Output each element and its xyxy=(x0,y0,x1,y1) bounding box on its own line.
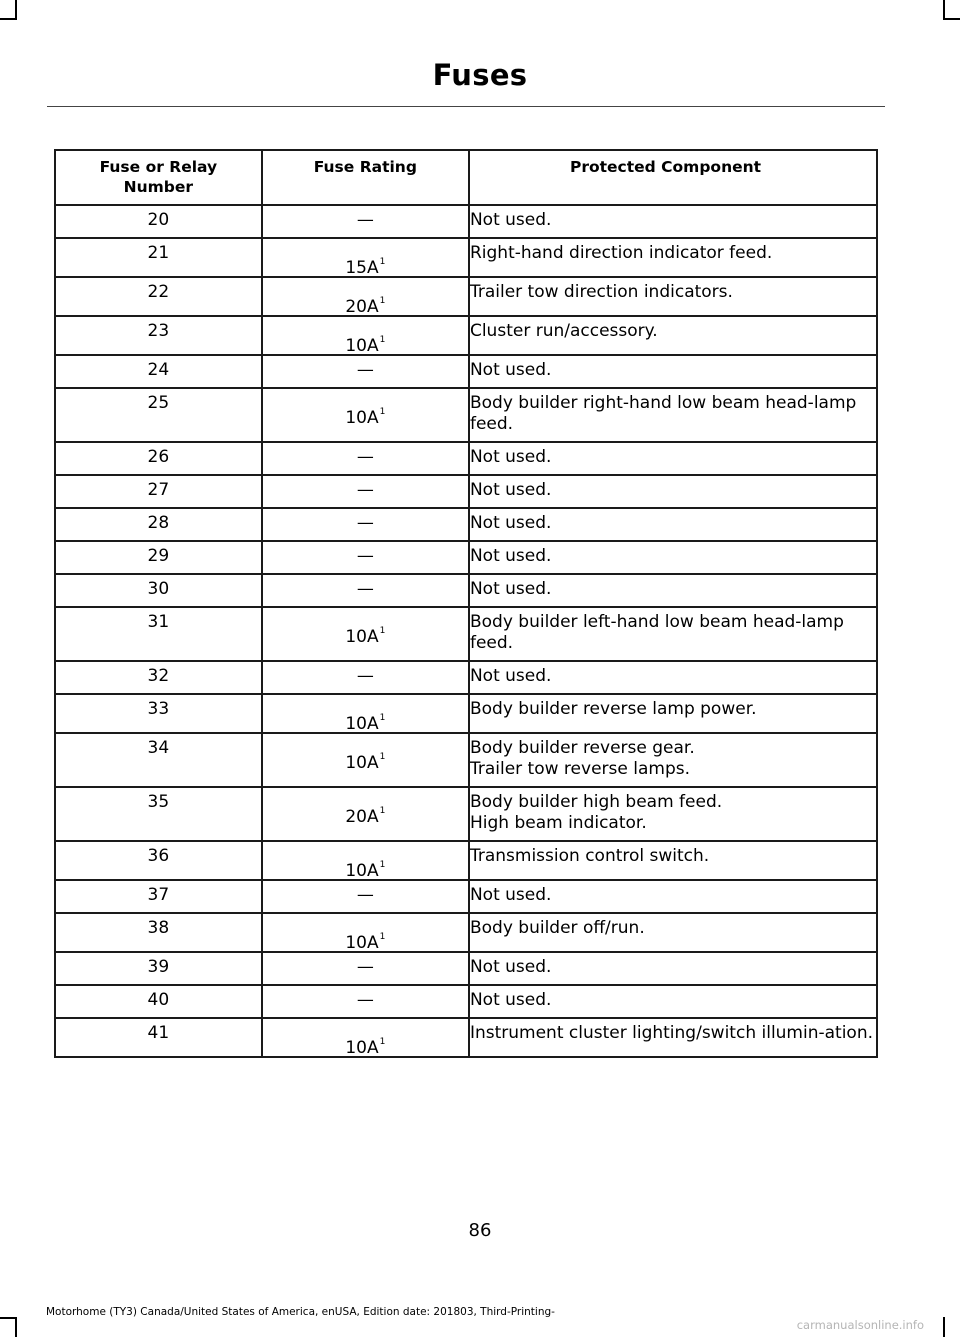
protected-component-line: Cluster run/accessory. xyxy=(469,321,658,341)
fuse-rating-text: 10A xyxy=(345,753,379,773)
crop-mark-bottom-left-vertical xyxy=(15,1317,17,1337)
protected-component-line: Not used. xyxy=(469,957,552,977)
fuse-rating-text: — xyxy=(356,957,374,977)
protected-component-line: Not used. xyxy=(469,579,552,599)
fuse-number: 24 xyxy=(55,355,262,388)
fuse-rating-value xyxy=(345,714,385,734)
fuse-number: 39 xyxy=(55,952,262,985)
fuse-rating-value xyxy=(357,666,374,686)
header-fuse-number-text: Fuse or Relay Number xyxy=(99,158,218,196)
protected-component-line: Transmission control switch. xyxy=(469,846,710,866)
protected-component-line: Body builder right-hand low beam head-lamp feed. xyxy=(469,393,857,434)
fuse-rating xyxy=(262,733,469,787)
protected-component-line: High beam indicator. xyxy=(469,813,647,833)
fuse-rating-value xyxy=(345,753,385,773)
fuse-rating xyxy=(262,952,469,985)
fuse-rating xyxy=(262,841,469,880)
fuse-rating-text: — xyxy=(356,579,374,599)
fuse-rating-value xyxy=(357,480,374,500)
protected-component xyxy=(469,694,877,733)
fuse-rating-text: 20A xyxy=(345,297,379,317)
footnote-marker: 1 xyxy=(379,257,386,267)
table-row xyxy=(55,985,877,1018)
footnote-marker: 1 xyxy=(379,1037,386,1047)
fuse-number: 31 xyxy=(55,607,262,661)
fuse-rating xyxy=(262,238,469,277)
fuse-rating-text: 10A xyxy=(345,336,379,356)
fuse-rating xyxy=(262,277,469,316)
fuse-rating-text: — xyxy=(356,513,374,533)
table-row xyxy=(55,952,877,985)
fuse-number: 36 xyxy=(55,841,262,880)
fuse-rating xyxy=(262,205,469,238)
protected-component xyxy=(469,787,877,841)
fuse-number: 41 xyxy=(55,1018,262,1057)
fuse-rating-value xyxy=(357,546,374,566)
protected-component-line: Body builder reverse lamp power. xyxy=(469,699,757,719)
table-row xyxy=(55,787,877,841)
fuse-rating xyxy=(262,388,469,442)
table-row xyxy=(55,574,877,607)
fuse-rating-text: — xyxy=(356,546,374,566)
protected-component xyxy=(469,1018,877,1057)
fuse-rating-text: 15A xyxy=(345,258,379,278)
header-protected-component: Protected Component xyxy=(469,150,877,205)
footer-edition-text: Motorhome (TY3) Canada/United States of America, enUSA, Edition date: 201803, Third-Printing- xyxy=(46,1306,555,1318)
crop-mark-top-left-vertical xyxy=(15,0,17,20)
fuse-number: 23 xyxy=(55,316,262,355)
fuse-number: 32 xyxy=(55,661,262,694)
protected-component xyxy=(469,541,877,574)
fuse-rating-value xyxy=(345,408,385,428)
footnote-marker: 1 xyxy=(379,713,386,723)
footnote-marker: 1 xyxy=(379,806,386,816)
fuse-rating xyxy=(262,1018,469,1057)
protected-component-line: Not used. xyxy=(469,480,552,500)
table-header-row xyxy=(55,150,877,205)
protected-component xyxy=(469,238,877,277)
footnote-marker: 1 xyxy=(379,860,386,870)
table-row xyxy=(55,388,877,442)
protected-component xyxy=(469,442,877,475)
fuse-rating-value xyxy=(345,1038,385,1058)
fuse-number: 26 xyxy=(55,442,262,475)
protected-component-line: Not used. xyxy=(469,546,552,566)
protected-component-line: Trailer tow reverse lamps. xyxy=(469,759,690,779)
table-row xyxy=(55,475,877,508)
fuse-rating-value xyxy=(345,627,385,647)
table-row xyxy=(55,316,877,355)
protected-component-line: Body builder off/run. xyxy=(469,918,645,938)
fuse-rating-text: 10A xyxy=(345,861,379,881)
crop-mark-bottom-right-vertical xyxy=(943,1317,945,1337)
table-row xyxy=(55,841,877,880)
footnote-marker: 1 xyxy=(379,407,386,417)
fuse-rating-value xyxy=(345,297,385,317)
fuse-rating-text: 10A xyxy=(345,627,379,647)
fuse-number: 40 xyxy=(55,985,262,1018)
fuse-rating-text: 10A xyxy=(345,1038,379,1058)
table-body xyxy=(55,205,877,1057)
watermark: carmanualsonline.info xyxy=(796,1318,924,1332)
header-fuse-number xyxy=(55,150,262,205)
protected-component-line: Not used. xyxy=(469,210,552,230)
fuse-number: 20 xyxy=(55,205,262,238)
protected-component-line: Right-hand direction indicator feed. xyxy=(469,243,773,263)
footnote-marker: 1 xyxy=(379,752,386,762)
table-row xyxy=(55,355,877,388)
protected-component xyxy=(469,733,877,787)
fuse-rating xyxy=(262,913,469,952)
fuse-rating xyxy=(262,880,469,913)
fuse-rating-text: — xyxy=(356,885,374,905)
fuse-rating-value xyxy=(357,360,374,380)
fuse-number: 35 xyxy=(55,787,262,841)
fuse-table xyxy=(54,149,878,1058)
table-row xyxy=(55,508,877,541)
fuse-rating-text: — xyxy=(356,447,374,467)
protected-component-line: Instrument cluster lighting/switch illumin-ation. xyxy=(469,1023,874,1043)
fuse-rating-value xyxy=(357,513,374,533)
table-row xyxy=(55,880,877,913)
fuse-rating-value xyxy=(357,579,374,599)
protected-component xyxy=(469,952,877,985)
fuse-number: 22 xyxy=(55,277,262,316)
fuse-rating-text: — xyxy=(356,990,374,1010)
protected-component xyxy=(469,913,877,952)
fuse-rating xyxy=(262,985,469,1018)
protected-component xyxy=(469,607,877,661)
table-row xyxy=(55,913,877,952)
table-row xyxy=(55,1018,877,1057)
protected-component xyxy=(469,277,877,316)
protected-component-line: Body builder reverse gear. xyxy=(469,738,695,758)
fuse-number: 27 xyxy=(55,475,262,508)
table-row xyxy=(55,277,877,316)
title-rule xyxy=(47,106,885,107)
fuse-number: 28 xyxy=(55,508,262,541)
fuse-rating-text: — xyxy=(356,666,374,686)
fuse-rating-text: — xyxy=(356,360,374,380)
fuse-rating xyxy=(262,661,469,694)
fuse-rating xyxy=(262,508,469,541)
header-fuse-rating: Fuse Rating xyxy=(262,150,469,205)
protected-component-line: Not used. xyxy=(469,885,552,905)
fuse-number: 33 xyxy=(55,694,262,733)
fuse-rating-value xyxy=(345,933,385,953)
protected-component-line: Not used. xyxy=(469,990,552,1010)
table-row xyxy=(55,694,877,733)
protected-component xyxy=(469,508,877,541)
protected-component-line: Not used. xyxy=(469,666,552,686)
table-row xyxy=(55,733,877,787)
fuse-rating-value xyxy=(345,861,385,881)
protected-component xyxy=(469,574,877,607)
footnote-marker: 1 xyxy=(379,932,386,942)
protected-component-line: Trailer tow direction indicators. xyxy=(469,282,733,302)
fuse-rating-text: — xyxy=(356,480,374,500)
fuse-number: 34 xyxy=(55,733,262,787)
fuse-rating-value xyxy=(345,336,385,356)
protected-component-line: Body builder high beam feed. xyxy=(469,792,723,812)
protected-component-line: Not used. xyxy=(469,447,552,467)
fuse-rating-value xyxy=(357,957,374,977)
fuse-number: 21 xyxy=(55,238,262,277)
fuse-rating xyxy=(262,607,469,661)
page-title: Fuses xyxy=(432,58,528,92)
fuse-rating-text: 10A xyxy=(345,408,379,428)
table-row xyxy=(55,205,877,238)
protected-component xyxy=(469,355,877,388)
protected-component xyxy=(469,475,877,508)
protected-component-line: Not used. xyxy=(469,360,552,380)
fuse-number: 38 xyxy=(55,913,262,952)
fuse-number: 37 xyxy=(55,880,262,913)
footnote-marker: 1 xyxy=(379,626,386,636)
page-number: 86 xyxy=(468,1220,492,1241)
table-row xyxy=(55,607,877,661)
protected-component xyxy=(469,841,877,880)
fuse-rating-value xyxy=(357,447,374,467)
fuse-rating xyxy=(262,541,469,574)
table-row xyxy=(55,442,877,475)
fuse-rating-value xyxy=(345,258,385,278)
protected-component-line: Body builder left-hand low beam head-lamp feed. xyxy=(469,612,844,653)
protected-component xyxy=(469,205,877,238)
protected-component xyxy=(469,316,877,355)
fuse-rating-value xyxy=(357,990,374,1010)
table-row xyxy=(55,661,877,694)
fuse-rating xyxy=(262,694,469,733)
crop-mark-top-right-horizontal xyxy=(943,18,960,20)
fuse-rating-value xyxy=(345,807,385,827)
protected-component xyxy=(469,985,877,1018)
fuse-rating xyxy=(262,574,469,607)
fuse-rating-value xyxy=(357,210,374,230)
protected-component-line: Not used. xyxy=(469,513,552,533)
fuse-number: 30 xyxy=(55,574,262,607)
fuse-number: 25 xyxy=(55,388,262,442)
fuse-rating-text: 10A xyxy=(345,933,379,953)
fuse-rating-text: — xyxy=(356,210,374,230)
crop-mark-top-right-vertical xyxy=(943,0,945,20)
fuse-rating-value xyxy=(357,885,374,905)
fuse-rating-text: 20A xyxy=(345,807,379,827)
footnote-marker: 1 xyxy=(379,335,386,345)
fuse-rating xyxy=(262,787,469,841)
fuse-rating xyxy=(262,475,469,508)
fuse-rating xyxy=(262,442,469,475)
protected-component xyxy=(469,388,877,442)
fuse-rating-text: 10A xyxy=(345,714,379,734)
crop-mark-bottom-left-horizontal xyxy=(0,1317,17,1319)
protected-component xyxy=(469,880,877,913)
table-row xyxy=(55,238,877,277)
crop-mark-top-left-horizontal xyxy=(0,18,17,20)
fuse-number: 29 xyxy=(55,541,262,574)
table-row xyxy=(55,541,877,574)
fuse-rating xyxy=(262,316,469,355)
fuse-rating xyxy=(262,355,469,388)
protected-component xyxy=(469,661,877,694)
footnote-marker: 1 xyxy=(379,296,386,306)
